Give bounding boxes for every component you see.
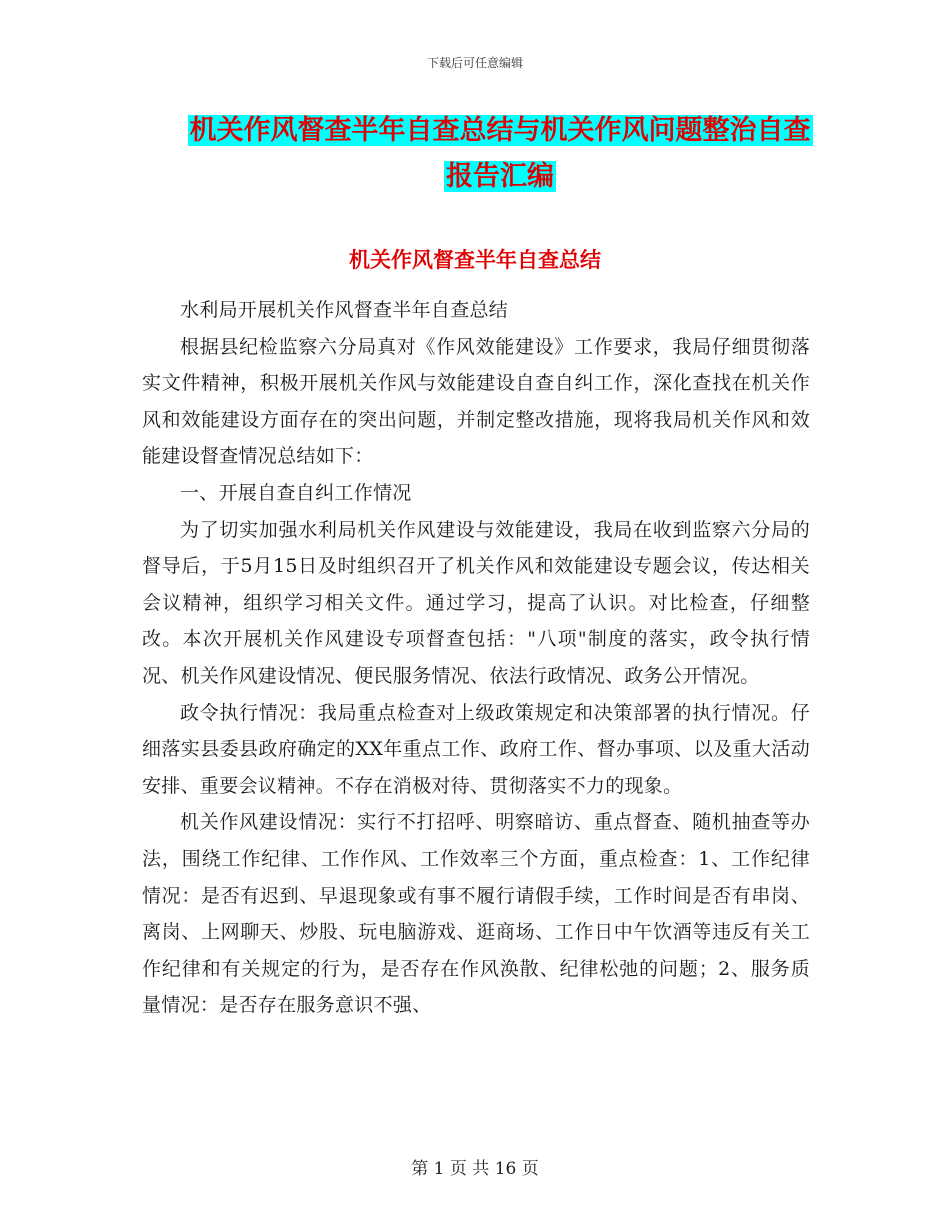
header-note: 下载后可任意编辑 bbox=[426, 56, 523, 70]
document-title bbox=[120, 108, 880, 200]
document-title-line-2: 报告汇编 bbox=[446, 161, 554, 192]
page-footer: 第 1 页 共 16 页 bbox=[411, 1159, 539, 1179]
paragraph: 一、开展自查自纠工作情况 bbox=[180, 481, 412, 504]
document-title-line-1: 机关作风督查半年自查总结与机关作风问题整治自查 bbox=[189, 115, 811, 146]
paragraph: 为了切实加强水利局机关作风建设与效能建设，我局在收到监察六分局的督导后，于5月15日及时组织召开了机关作风和效能建设专题会议，传达相关会议精神，组织学习相关文件。通过学习，提高了认识。对比检查，仔细整改。本次开展机关作风建设专项督查包括："八项"制度的落实，政令执行情况、机关作风建设情况、便民服务情况、依法行政情况、政务公开情况。 bbox=[142, 518, 810, 687]
section-title: 机关作风督查半年自查总结 bbox=[349, 248, 601, 272]
paragraph: 根据县纪检监察六分局真对《作风效能建设》工作要求，我局仔细贯彻落实文件精神，积极开展机关作风与效能建设自查自纠工作，深化查找在机关作风和效能建设方面存在的突出问题，并制定整改措施，现将我局机关作风和效能建设督查情况总结如下： bbox=[142, 335, 810, 468]
document-body bbox=[142, 292, 810, 1024]
paragraph: 水利局开展机关作风督查半年自查总结 bbox=[180, 299, 509, 321]
paragraph: 机关作风建设情况：实行不打招呼、明察暗访、重点督查、随机抽查等办法，围绕工作纪律、工作作风、工作效率三个方面，重点检查：1、工作纪律情况：是否有迟到、早退现象或有事不履行请假手续，工作时间是否有串岗、离岗、上网聊天、炒股、玩电脑游戏、逛商场、工作日中午饮酒等违反有关工作纪律和有关规定的行为，是否存在作风涣散、纪律松弛的问题；2、服务质量情况：是否存在服务意识不强、 bbox=[142, 811, 810, 1017]
paragraph: 政令执行情况：我局重点检查对上级政策规定和决策部署的执行情况。仔细落实县委县政府确定的XX年重点工作、政府工作、督办事项、以及重大活动安排、重要会议精神。不存在消极对待、贯彻落实不力的现象。 bbox=[142, 701, 810, 797]
